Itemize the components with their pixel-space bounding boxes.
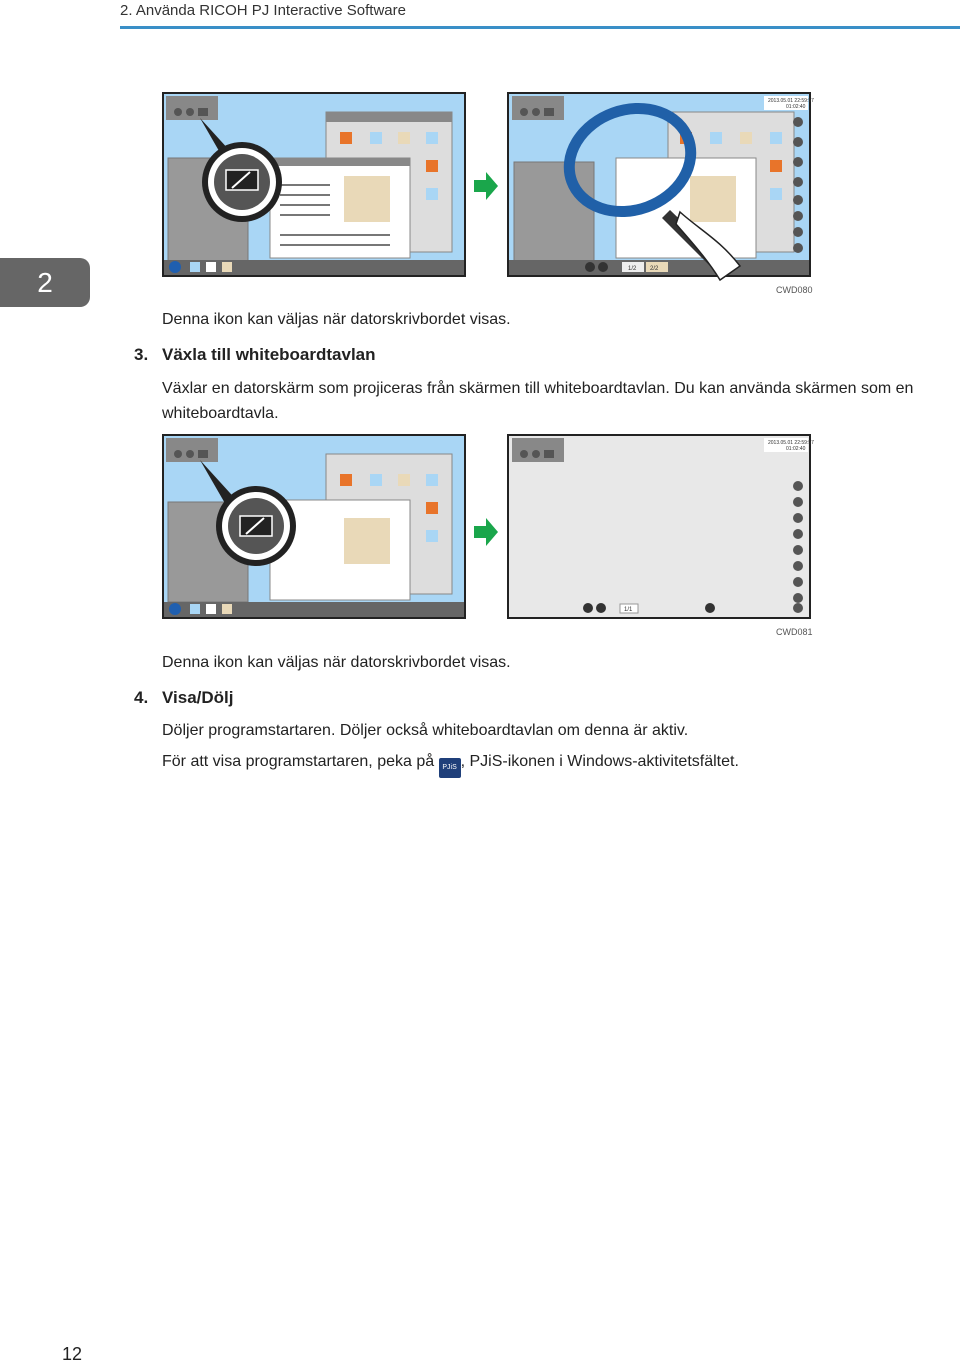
whiteboard-screen-right <box>508 92 814 280</box>
arrow-right-icon <box>474 172 498 200</box>
time: 01:02:40 <box>786 104 806 110</box>
step-3-description: Växlar en datorskärm som projiceras från skärmen till whiteboardtavlan. Du kan använda skärmen som en whiteboardtavla. <box>162 380 914 422</box>
figure-2 <box>160 432 820 632</box>
caption-1: Denna ikon kan väljas när datorskrivbordet visas. <box>162 311 511 328</box>
step-4-instruction <box>162 753 739 778</box>
step-3-number: 3. <box>134 345 149 364</box>
chapter-tab: 2 <box>0 258 90 307</box>
figure-code-2: CWD081 <box>776 627 813 637</box>
arrow-right-icon <box>474 518 498 546</box>
step-3-title: Växla till whiteboardtavlan <box>162 345 376 364</box>
desktop-screen-left <box>163 435 465 618</box>
figure-code-1: CWD080 <box>776 285 813 295</box>
step-4-number: 4. <box>134 688 149 707</box>
figure-1 <box>160 90 820 290</box>
whiteboard-screen-right <box>508 435 814 618</box>
time: 01:02:40 <box>786 446 806 452</box>
page-indicator: 1/1 <box>624 607 633 613</box>
page-indicator-2: 2/2 <box>650 266 659 272</box>
breadcrumb: 2. Använda RICOH PJ Interactive Software <box>120 2 406 19</box>
page-indicator-1: 1/2 <box>628 266 637 272</box>
header-rule <box>120 26 960 29</box>
page-number: 12 <box>62 1344 83 1364</box>
desktop-screen-left <box>163 93 465 276</box>
instruction-before: För att visa programstartaren, peka på <box>162 753 435 770</box>
datetime: 2013.05.01 22:59:57 <box>768 98 814 104</box>
step-4-title: Visa/Dölj <box>162 688 234 707</box>
step-4-description: Döljer programstartaren. Döljer också whiteboardtavlan om denna är aktiv. <box>162 722 689 739</box>
caption-2: Denna ikon kan väljas när datorskrivbordet visas. <box>162 654 511 671</box>
pjis-icon[interactable]: PJiS <box>439 758 461 778</box>
instruction-after: , PJiS-ikonen i Windows-aktivitetsfältet. <box>460 753 739 770</box>
datetime: 2013.05.01 22:59:57 <box>768 440 814 446</box>
